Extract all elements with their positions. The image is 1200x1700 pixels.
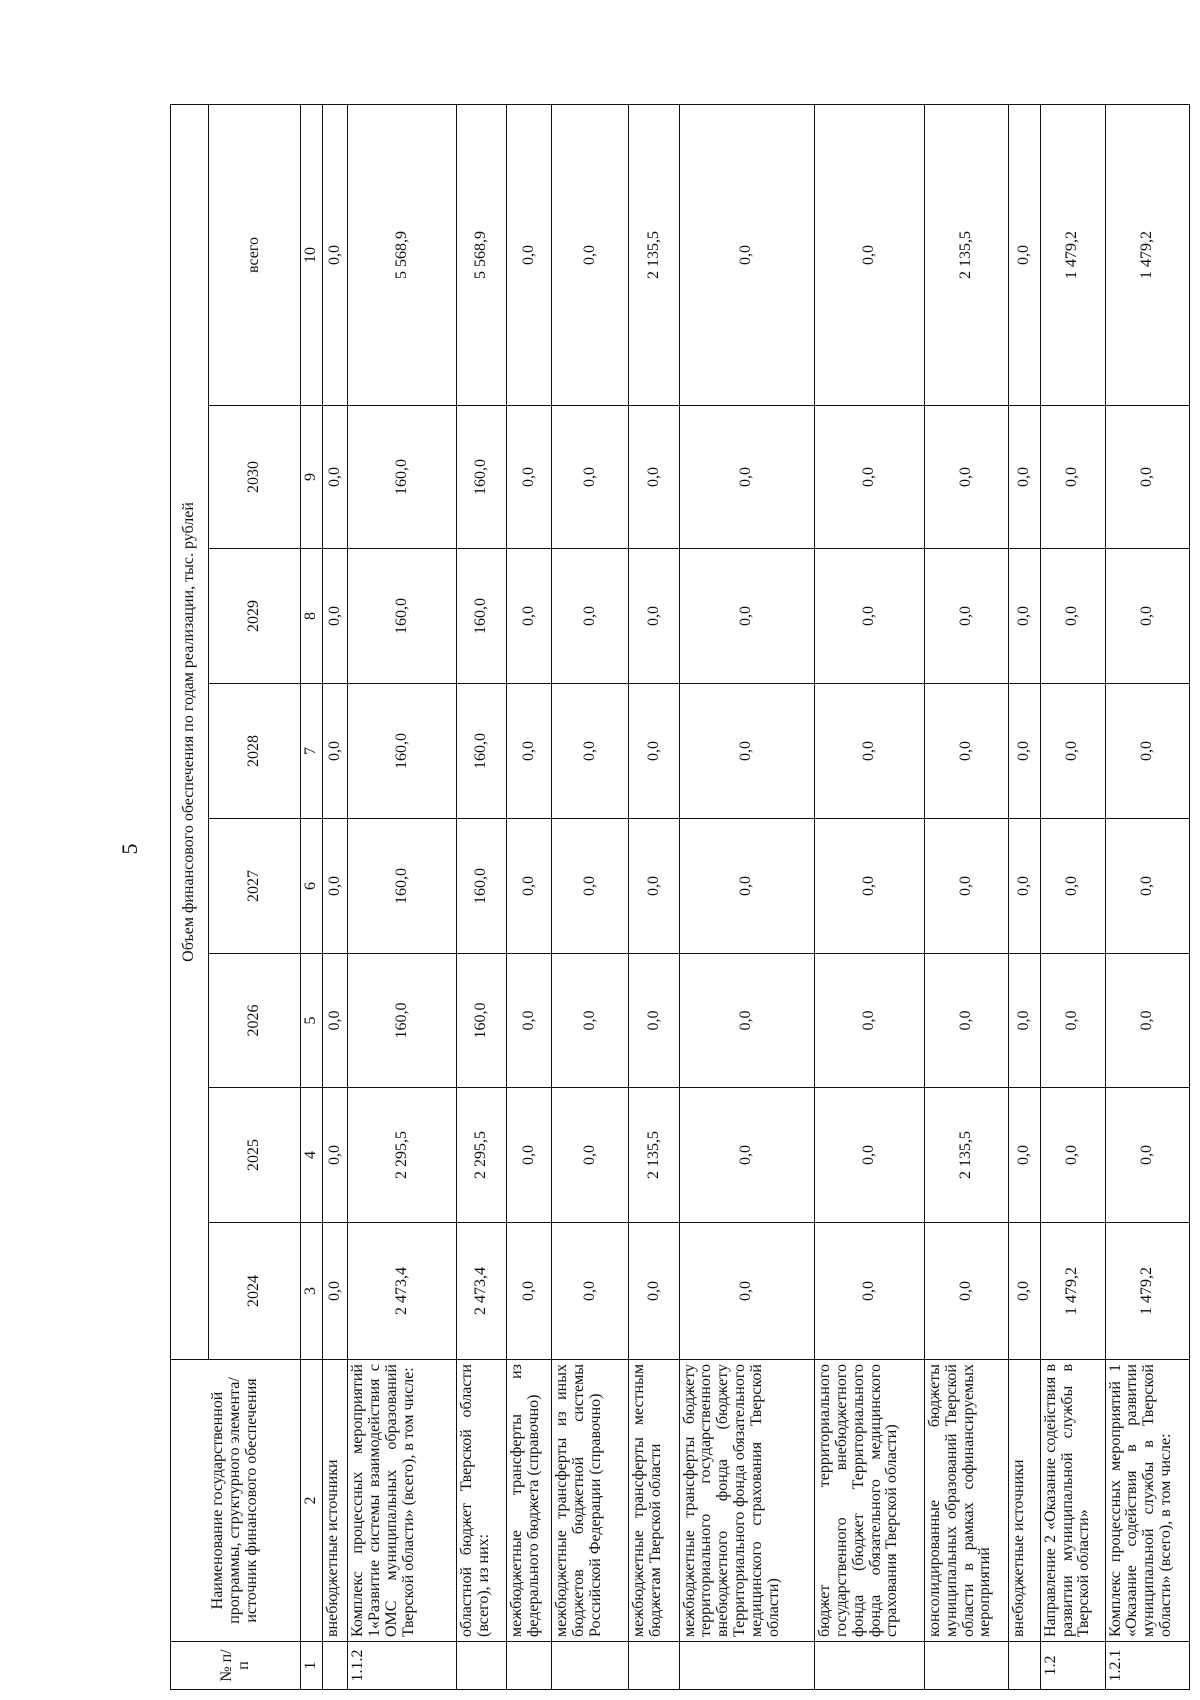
row-year-value: 0,0 (507, 406, 552, 549)
row-year-value: 160,0 (348, 549, 457, 684)
row-year-value: 160,0 (456, 819, 506, 954)
row-total-value: 0,0 (322, 104, 347, 405)
header-year: 2029 (209, 549, 301, 684)
row-name: внебюджетные источники (1009, 1360, 1041, 1642)
row-year-value: 160,0 (348, 954, 457, 1088)
row-year-value: 0,0 (815, 549, 925, 684)
row-year-value: 0,0 (552, 1223, 629, 1360)
row-year-value: 0,0 (679, 684, 815, 819)
row-year-value: 0,0 (552, 549, 629, 684)
row-year-value: 0,0 (1009, 1088, 1041, 1223)
table-row (815, 104, 925, 1689)
row-year-value: 0,0 (1105, 819, 1189, 954)
row-year-value: 0,0 (1040, 819, 1105, 954)
row-year-value: 160,0 (348, 819, 457, 954)
row-name: областной бюджет Тверской области (всего), из них: (456, 1360, 506, 1642)
row-name: консолидированные бюджеты муниципальных образований Тверской области в рамках софинансируемых мероприятий (924, 1360, 1008, 1642)
row-code (629, 1642, 679, 1690)
column-index: 4 (301, 1088, 323, 1223)
table-row (507, 104, 552, 1689)
row-name: внебюджетные источники (322, 1360, 347, 1642)
row-year-value: 0,0 (815, 1088, 925, 1223)
row-code (456, 1642, 506, 1690)
header-year: 2025 (209, 1088, 301, 1223)
row-year-value: 0,0 (507, 684, 552, 819)
row-year-value: 160,0 (348, 684, 457, 819)
row-total-value: 1 479,2 (1040, 104, 1105, 405)
row-name: межбюджетные трансферты из федерального бюджета (справочно) (507, 1360, 552, 1642)
table-row (348, 104, 457, 1689)
row-year-value: 0,0 (629, 1223, 679, 1360)
header-volume: Объем финансового обеспечения по годам реализации, тыс. рублей (171, 104, 209, 1359)
row-year-value: 0,0 (507, 954, 552, 1088)
row-year-value: 0,0 (322, 954, 347, 1088)
header-year: 2027 (209, 819, 301, 954)
column-index: 7 (301, 684, 323, 819)
row-name: бюджет территориального государственного внебюджетного фонда (бюджет Территориального фонда обязательного медицинского страхования Тверской области) (815, 1360, 925, 1642)
row-year-value: 0,0 (924, 954, 1008, 1088)
row-year-value: 0,0 (1040, 406, 1105, 549)
row-year-value: 0,0 (322, 1223, 347, 1360)
header-year: 2024 (209, 1223, 301, 1360)
row-year-value: 0,0 (1105, 549, 1189, 684)
row-year-value: 0,0 (679, 954, 815, 1088)
row-year-value: 0,0 (924, 819, 1008, 954)
row-year-value: 0,0 (507, 1223, 552, 1360)
row-total-value: 5 568,9 (348, 104, 457, 405)
row-year-value: 0,0 (629, 549, 679, 684)
header-year: 2026 (209, 954, 301, 1088)
column-index: 8 (301, 549, 323, 684)
row-year-value: 0,0 (815, 819, 925, 954)
row-year-value: 2 295,5 (348, 1088, 457, 1223)
row-year-value: 0,0 (322, 549, 347, 684)
row-year-value: 0,0 (679, 406, 815, 549)
row-year-value: 0,0 (1009, 954, 1041, 1088)
row-year-value: 2 473,4 (348, 1223, 457, 1360)
row-year-value: 0,0 (1040, 549, 1105, 684)
row-code (322, 1642, 347, 1690)
row-year-value: 0,0 (679, 1088, 815, 1223)
row-year-value: 0,0 (629, 406, 679, 549)
row-year-value: 0,0 (924, 406, 1008, 549)
row-code (679, 1642, 815, 1690)
row-name: межбюджетные трансферты из иных бюджетов бюджетной системы Российской Федерации (справочно) (552, 1360, 629, 1642)
row-year-value: 0,0 (679, 1223, 815, 1360)
row-year-value: 0,0 (924, 1223, 1008, 1360)
row-name: Комплекс процессных мероприятий 1 «Оказание содействия в развитии муниципальной службы в Тверской области» (всего), в том числе: (1105, 1360, 1189, 1642)
row-year-value: 0,0 (1009, 1223, 1041, 1360)
row-total-value: 1 479,2 (1105, 104, 1189, 405)
row-code (924, 1642, 1008, 1690)
row-year-value: 2 473,4 (456, 1223, 506, 1360)
rotated-table-wrapper (170, 105, 1190, 1690)
table-row (1040, 104, 1105, 1689)
row-year-value: 0,0 (507, 549, 552, 684)
row-year-value: 0,0 (1040, 954, 1105, 1088)
row-year-value: 0,0 (1009, 819, 1041, 954)
row-year-value: 0,0 (1105, 1088, 1189, 1223)
table-row (629, 104, 679, 1689)
row-year-value: 0,0 (1105, 684, 1189, 819)
row-year-value: 0,0 (322, 1088, 347, 1223)
row-year-value: 1 479,2 (1040, 1223, 1105, 1360)
column-index: 2 (301, 1360, 323, 1642)
column-index: 1 (301, 1642, 323, 1690)
row-year-value: 1 479,2 (1105, 1223, 1189, 1360)
table-body (322, 104, 1189, 1689)
row-code (507, 1642, 552, 1690)
table-row (322, 104, 347, 1689)
row-year-value: 0,0 (815, 954, 925, 1088)
row-name: межбюджетные трансферты местным бюджетам Тверской области (629, 1360, 679, 1642)
column-index: 6 (301, 819, 323, 954)
table-row (1105, 104, 1189, 1689)
row-total-value: 0,0 (1009, 104, 1041, 405)
row-total-value: 0,0 (815, 104, 925, 405)
row-year-value: 160,0 (456, 406, 506, 549)
header-name: Наименование государственной программы, структурного элемента/источник финансового обеспечения (171, 1360, 301, 1642)
row-year-value: 0,0 (924, 549, 1008, 684)
row-year-value: 0,0 (322, 684, 347, 819)
table-row (552, 104, 629, 1689)
row-code (552, 1642, 629, 1690)
row-total-value: 2 135,5 (629, 104, 679, 405)
row-name: Направление 2 «Оказание содействия в развитии муниципальной службы в Тверской области» (1040, 1360, 1105, 1642)
row-year-value: 0,0 (552, 1088, 629, 1223)
column-index: 9 (301, 406, 323, 549)
row-year-value: 160,0 (456, 549, 506, 684)
column-index: 5 (301, 954, 323, 1088)
row-code: 1.2 (1040, 1642, 1105, 1690)
row-year-value: 0,0 (1009, 549, 1041, 684)
table-row (924, 104, 1008, 1689)
header-year: 2028 (209, 684, 301, 819)
row-code (815, 1642, 925, 1690)
row-year-value: 0,0 (679, 549, 815, 684)
header-total: всего (209, 104, 301, 405)
column-index-row (301, 104, 323, 1689)
row-year-value: 0,0 (1040, 684, 1105, 819)
row-year-value: 160,0 (456, 684, 506, 819)
row-year-value: 0,0 (1105, 406, 1189, 549)
row-total-value: 0,0 (679, 104, 815, 405)
row-year-value: 0,0 (552, 954, 629, 1088)
row-total-value: 2 135,5 (924, 104, 1008, 405)
table-row (1009, 104, 1041, 1689)
row-name: Комплекс процессных мероприятий 1«Развитие системы взаимодействия с ОМС муниципальных образований Тверской области» (всего), в том числе: (348, 1360, 457, 1642)
row-year-value: 0,0 (679, 819, 815, 954)
row-year-value: 0,0 (552, 684, 629, 819)
row-year-value: 0,0 (322, 406, 347, 549)
row-year-value: 160,0 (348, 406, 457, 549)
column-index: 3 (301, 1223, 323, 1360)
row-year-value: 0,0 (629, 819, 679, 954)
row-year-value: 0,0 (507, 1088, 552, 1223)
row-year-value: 2 135,5 (629, 1088, 679, 1223)
row-year-value: 160,0 (456, 954, 506, 1088)
row-name: межбюджетные трансферты бюджету территориального государственного внебюджетного фонда (бюджету Территориального фонда обязательного медицинского страхования Тверской области) (679, 1360, 815, 1642)
row-code: 1.1.2 (348, 1642, 457, 1690)
header-year: 2030 (209, 406, 301, 549)
header-no: № п/п (171, 1642, 301, 1690)
row-year-value: 0,0 (629, 954, 679, 1088)
row-code: 1.2.1 (1105, 1642, 1189, 1690)
row-code (1009, 1642, 1041, 1690)
row-year-value: 0,0 (552, 406, 629, 549)
row-year-value: 0,0 (1009, 684, 1041, 819)
row-year-value: 2 295,5 (456, 1088, 506, 1223)
row-total-value: 0,0 (507, 104, 552, 405)
row-year-value: 0,0 (507, 819, 552, 954)
row-year-value: 0,0 (629, 684, 679, 819)
row-year-value: 0,0 (322, 819, 347, 954)
row-total-value: 5 568,9 (456, 104, 506, 405)
row-year-value: 0,0 (552, 819, 629, 954)
financing-table (170, 104, 1190, 1690)
row-year-value: 0,0 (815, 406, 925, 549)
table-row (679, 104, 815, 1689)
row-total-value: 0,0 (552, 104, 629, 405)
row-year-value: 2 135,5 (924, 1088, 1008, 1223)
row-year-value: 0,0 (1105, 954, 1189, 1088)
row-year-value: 0,0 (1040, 1088, 1105, 1223)
row-year-value: 0,0 (815, 1223, 925, 1360)
row-year-value: 0,0 (1009, 406, 1041, 549)
page-number: 5 (117, 843, 142, 855)
column-index: 10 (301, 104, 323, 405)
table-row (456, 104, 506, 1689)
row-year-value: 0,0 (924, 684, 1008, 819)
row-year-value: 0,0 (815, 684, 925, 819)
